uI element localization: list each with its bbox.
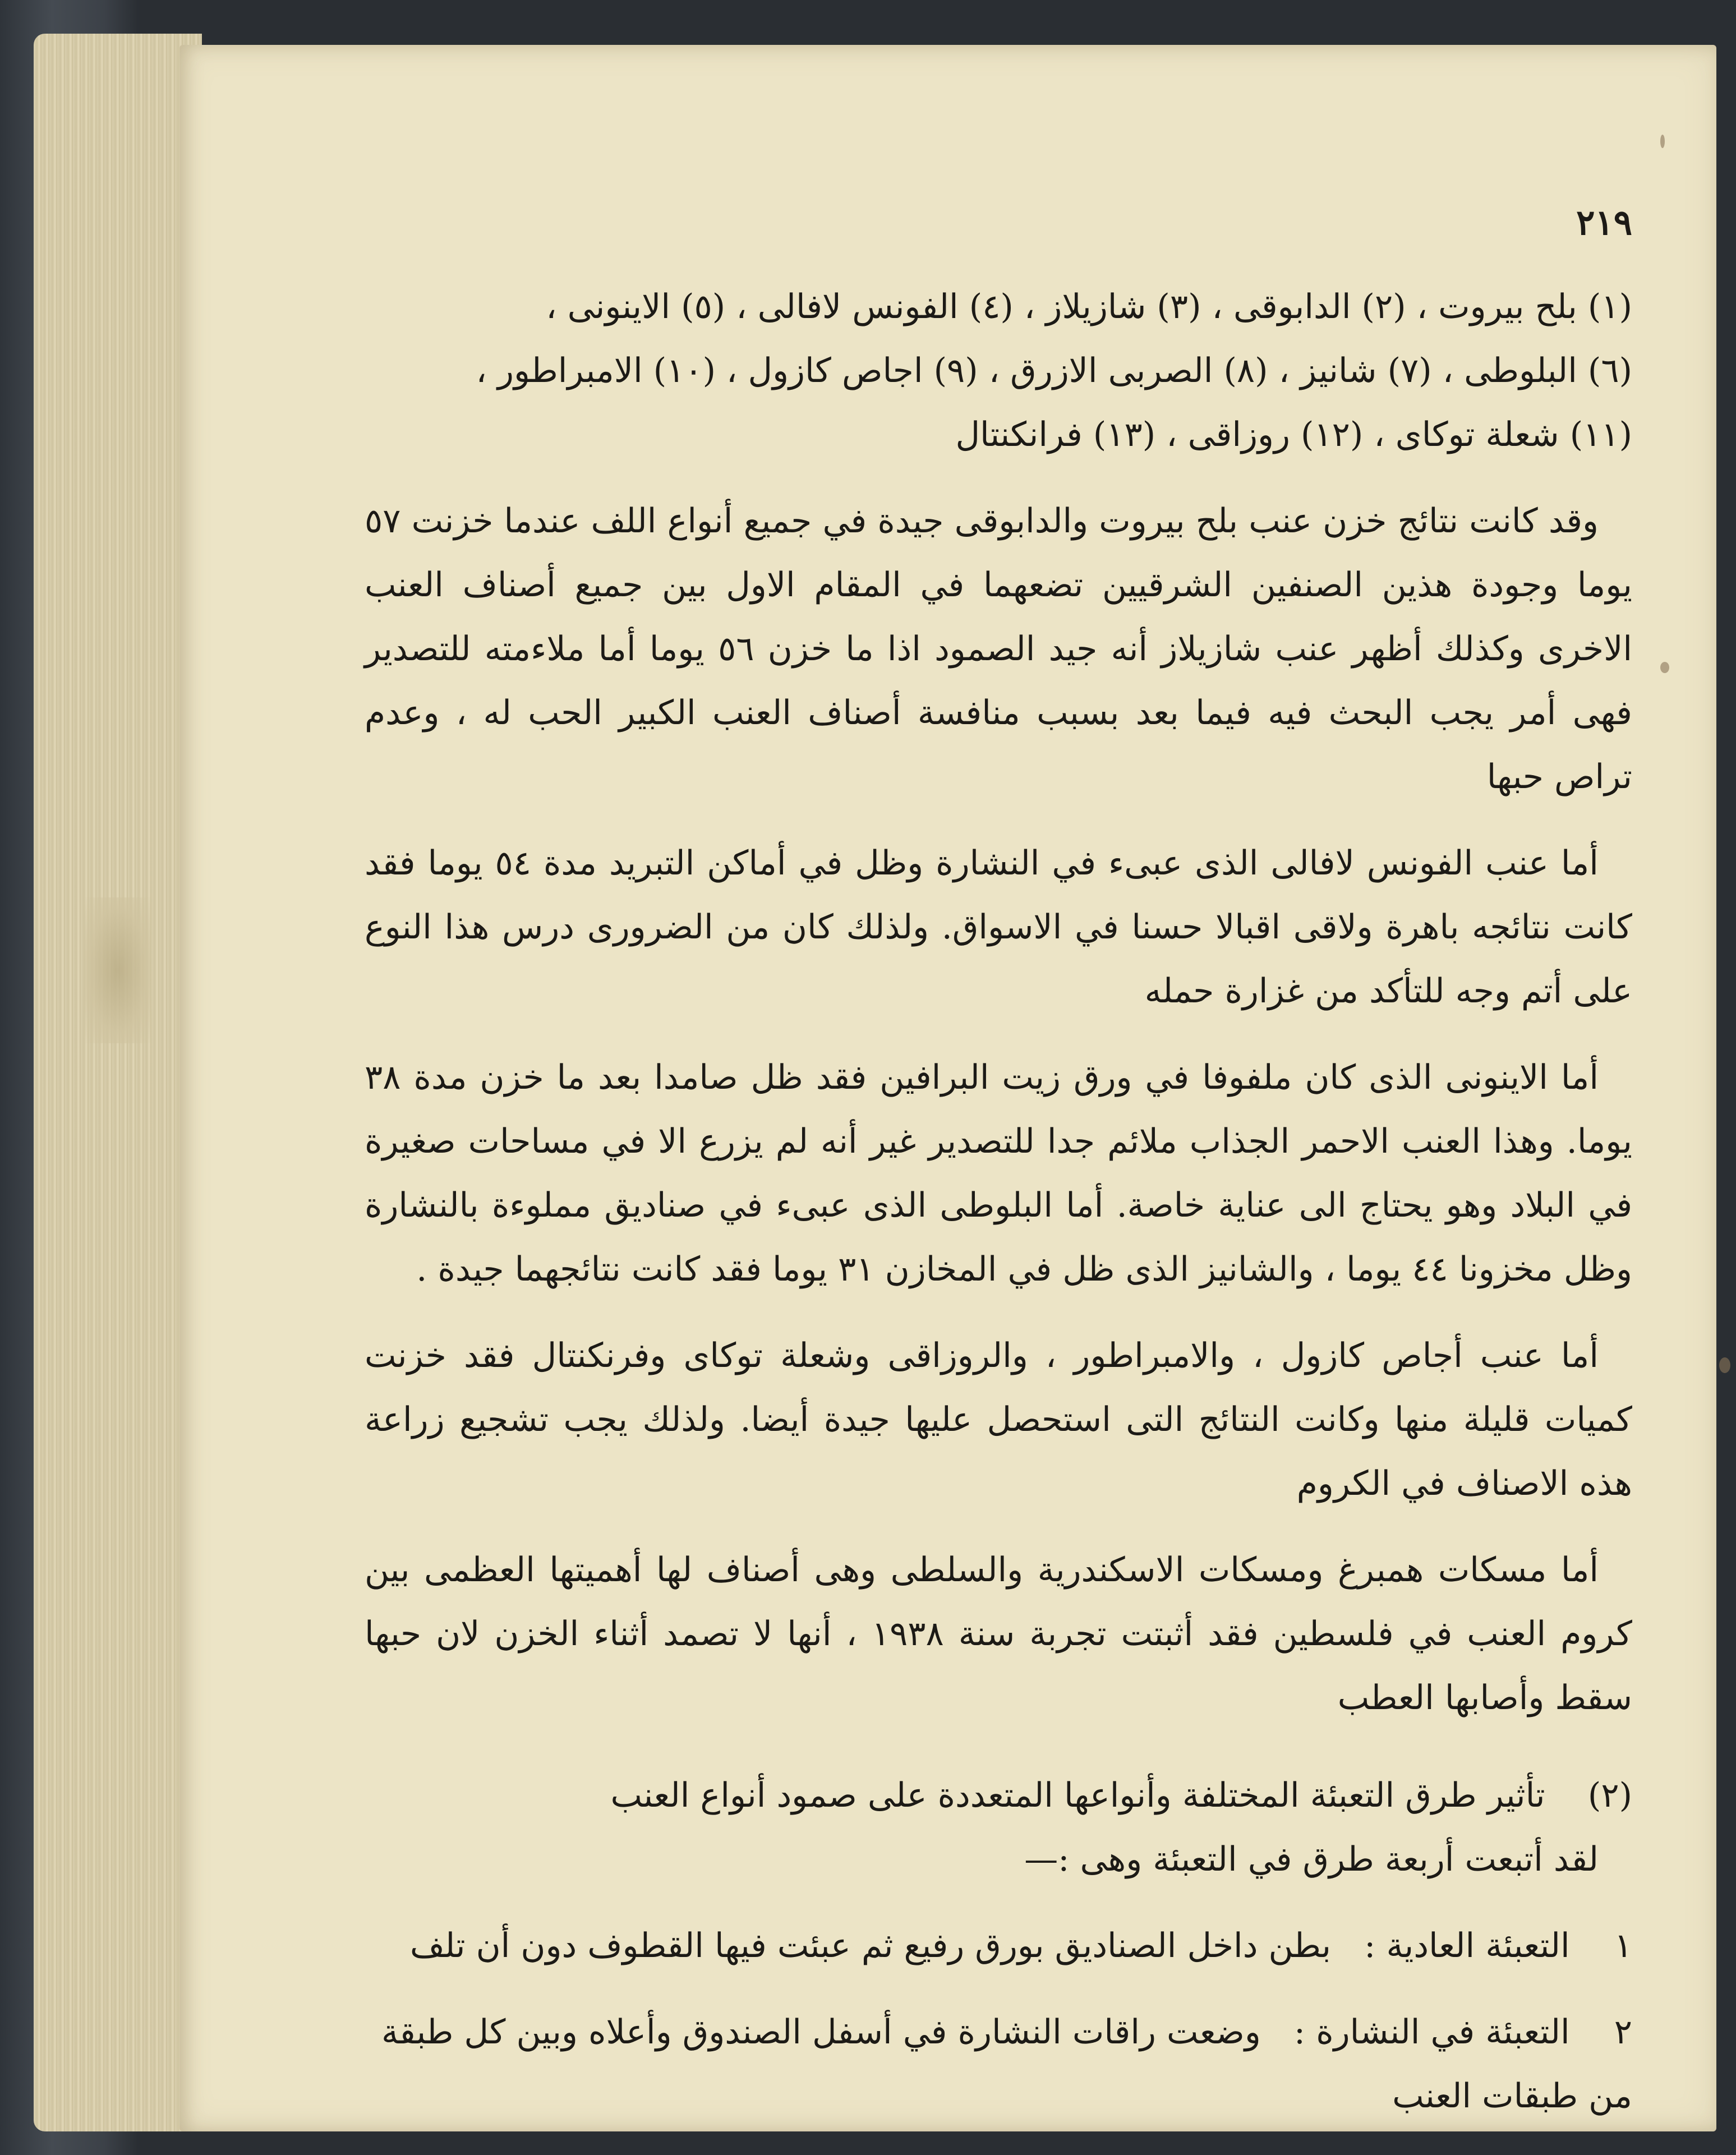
paragraph: أما الاينونى الذى كان ملفوفا في ورق زيت البرافين فقد ظل صامدا بعد ما خزن مدة ٣٨ يوما. وهذا العنب الاحمر الجذاب ملائم جدا للتصدير غير أنه لم يزرع الا في مساحات صغيرة في البلاد وهو يحتاج الى عناية خاصة. أما البلوطى الذى عبىء في صناديق مملوءة بالنشارة وظل مخزونا ٤٤ يوما ، والشانيز الذى ظل في المخازن ٣١ يوما فقد كانت نتائجهما جيدة .: [365, 1058, 1633, 1289]
method-label: التعبئة العادية :: [1364, 1926, 1570, 1965]
method-text: وضعت راقات النشارة في أسفل الصندوق وأعلاه وبين كل طبقة من طبقات العنب: [381, 2013, 1632, 2116]
varieties-line: (١) بلح بيروت ، (٢) الدابوقى ، (٣) شازيلاز ، (٤) الفونس لافالى ، (٥) الاينونى ،: [546, 287, 1632, 326]
methods-intro: لقد أتبعت أربعة طرق في التعبئة وهى :—: [1024, 1840, 1599, 1879]
worn-page-edge: [84, 897, 151, 1043]
foxing-spot: [1660, 662, 1669, 673]
varieties-list: [365, 275, 1632, 467]
section-number: (٢): [1587, 1776, 1632, 1815]
method-number: ٢: [1614, 2013, 1632, 2052]
section-title: تأثير طرق التعبئة المختلفة وأنواعها المتعددة على صمود أنواع العنب: [610, 1776, 1545, 1815]
foxing-spot: [1660, 135, 1665, 148]
foxing-spot: [1719, 1357, 1730, 1373]
paragraph: أما مسكات همبرغ ومسكات الاسكندرية والسلطى وهى أصناف لها أهميتها العظمى بين كروم العنب في فلسطين فقد أثبتت تجربة سنة ١٩٣٨ ، أنها لا تصمد أثناء الخزن لان حبها سقط وأصابها العطب: [365, 1550, 1632, 1717]
method-label: التعبئة في النشارة :: [1293, 2013, 1570, 2052]
varieties-line: (١١) شعلة توكاى ، (١٢) روزاقى ، (١٣) فرانكنتال: [955, 415, 1632, 454]
page-number: ٢١٩: [1576, 202, 1632, 243]
method-number: ١: [1614, 1926, 1632, 1965]
paragraph: وقد كانت نتائج خزن عنب بلح بيروت والدابوقى جيدة في جميع أنواع اللف عندما خزنت ٥٧ يوما وجودة هذين الصنفين الشرقيين تضعهما في المقام الاول بين جميع أصناف العنب الاخرى وكذلك أظهر عنب شازيلاز أنه جيد الصمود اذا ما خزن ٥٦ يوما أما ملاءمته للتصدير فهى أمر يجب البحث فيه فيما بعد بسبب منافسة أصناف العنب الكبير الحب له ، وعدم تراص حبها: [365, 501, 1632, 796]
method-item: [365, 2000, 1632, 2128]
page-content: [365, 191, 1632, 2128]
section-heading: [365, 1763, 1632, 1827]
paragraph: أما عنب الفونس لافالى الذى عبىء في النشارة وظل في أماكن التبريد مدة ٥٤ يوما فقد كانت نتائجه باهرة ولاقى اقبالا حسنا في الاسواق. ولذلك كان من الضرورى درس هذا النوع على أتم وجه للتأكد من غزارة حمله: [365, 844, 1632, 1011]
method-text: بطن داخل الصناديق بورق رفيع ثم عبئت فيها القطوف دون أن تلف: [409, 1926, 1332, 1965]
varieties-line: (٦) البلوطى ، (٧) شانيز ، (٨) الصربى الازرق ، (٩) اجاص كازول ، (١٠) الامبراطور ،: [476, 351, 1632, 390]
paragraph: أما عنب أجاص كازول ، والامبراطور ، والروزاقى وشعلة توكاى وفرنكنتال فقد خزنت كميات قليلة منها وكانت النتائج التى استحصل عليها جيدة أيضا. ولذلك يجب تشجيع زراعة هذه الاصناف في الكروم: [365, 1336, 1632, 1503]
method-item: [365, 1914, 1632, 1978]
book-page: [179, 45, 1716, 2131]
page-stack-edge: [34, 34, 202, 2131]
